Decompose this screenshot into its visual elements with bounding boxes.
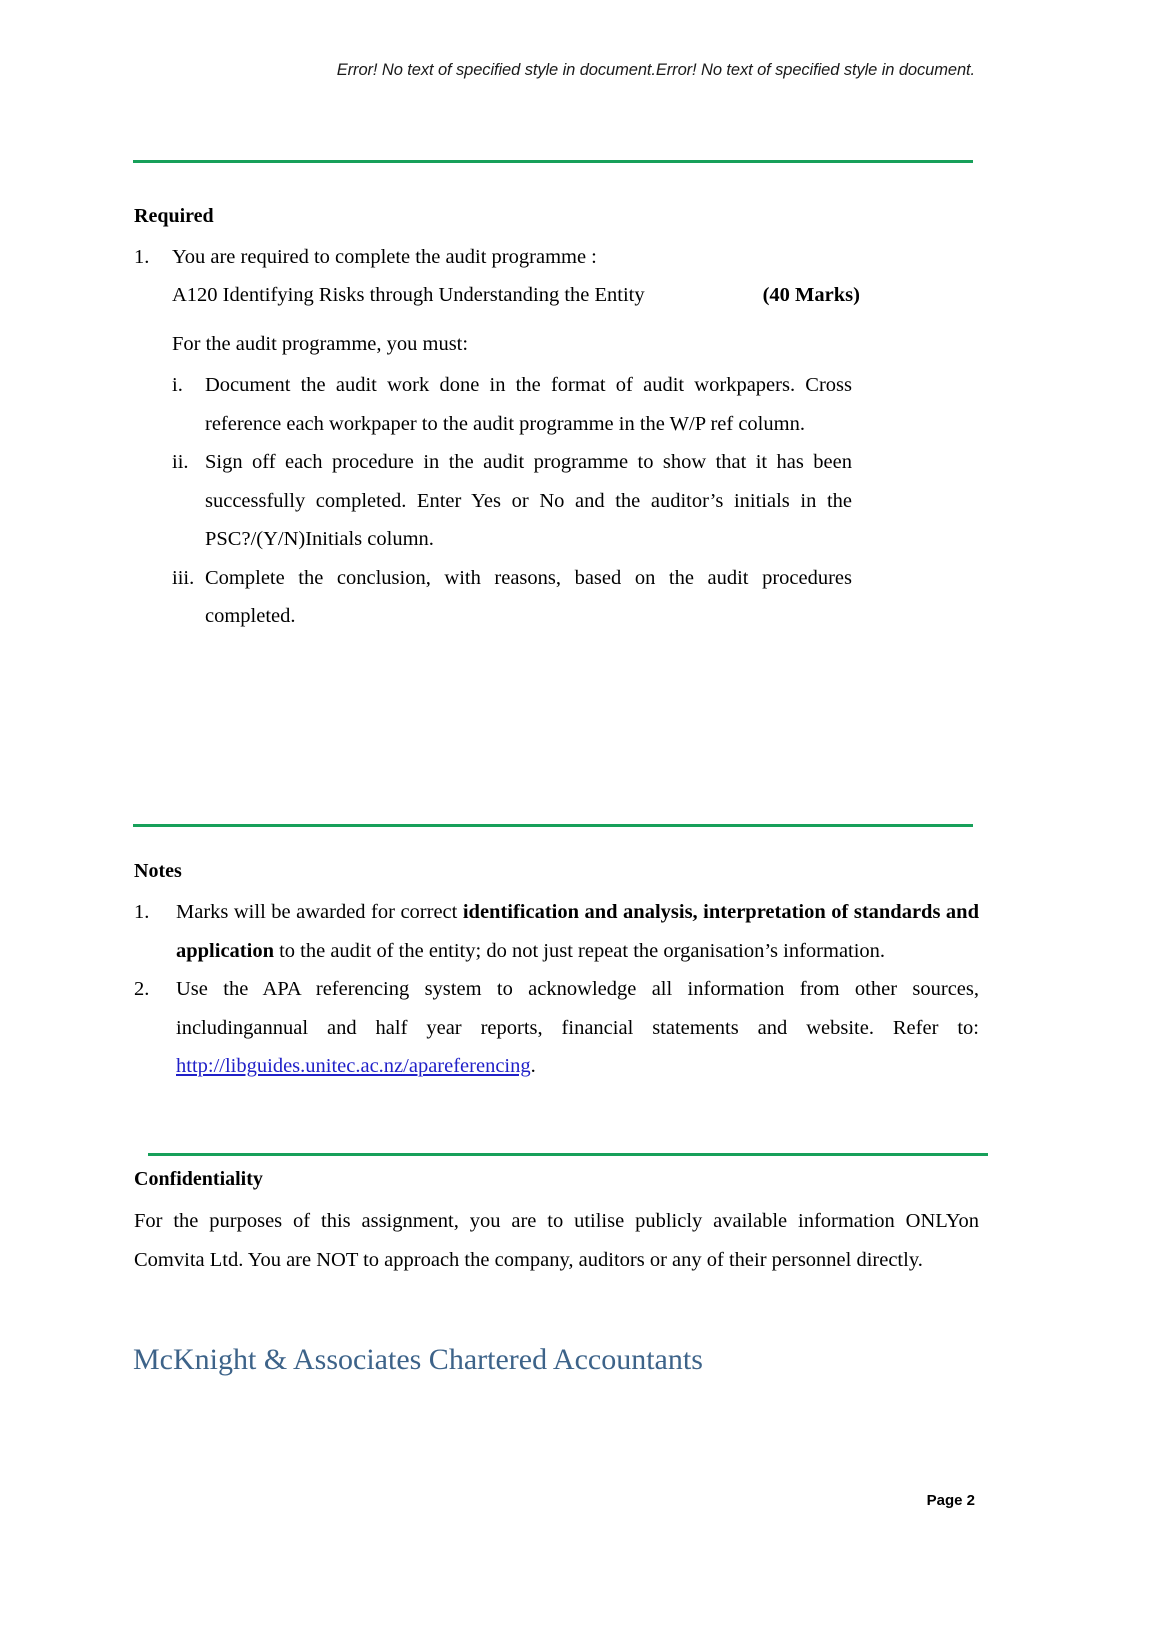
confidentiality-text: For the purposes of this assignment, you are to utilise publicly available information ONLYon Comvita Ltd. You are NOT to approach the company, auditors or any of their personnel directly. [134,1210,979,1271]
firm-name-heading: McKnight & Associates Chartered Accountants [133,1343,703,1376]
note-marker-2: 2. [134,978,150,1000]
required-item-text: You are required to complete the audit programme : [172,246,597,268]
required-sub-list [172,366,852,636]
programme-title: A120 Identifying Risks through Understanding the Entity [172,284,645,306]
roman-marker-ii: ii. [172,451,189,473]
sub-item-text-iii: Complete the conclusion, with reasons, based on the audit procedures completed. [205,566,852,627]
green-divider-bottom [148,1153,988,1156]
notes-heading: Notes [134,860,182,882]
sub-item-text-ii: Sign off each procedure in the audit programme to show that it has been successfully completed. Enter Yes or No and the auditor’s initials in the PSC?/(Y/N)Initials column. [205,451,852,550]
sub-list-item-iii [172,559,852,636]
audit-programme-intro: For the audit programme, you must: [172,333,469,355]
green-divider-top [133,160,973,163]
roman-marker-iii: iii. [172,566,195,589]
sub-list-item-ii [172,443,852,559]
required-list-item-1 [134,238,979,276]
list-marker: 1. [134,246,150,268]
marks-value: (40 Marks) [762,284,860,306]
page-number-footer: Page 2 [926,1492,975,1509]
sub-item-text-i: Document the audit work done in the format of audit workpapers. Cross reference each workpaper to the audit programme in the W/P ref column. [205,374,852,435]
confidentiality-section [134,1166,979,1279]
programme-title-row [172,276,979,314]
notes-section [134,858,979,1086]
confidentiality-heading: Confidentiality [134,1168,263,1190]
roman-marker-i: i. [172,374,183,396]
note-text-2 [176,970,979,1086]
note-text-1-part2: to the audit of the entity; do not just repeat the organisation’s information. [273,939,886,962]
required-section [134,203,979,636]
note-marker-1: 1. [134,901,150,923]
required-heading: Required [134,205,214,227]
note-text-1 [176,893,979,970]
apa-referencing-link[interactable]: http://libguides.unitec.ac.nz/apareferencing [176,1055,531,1077]
notes-list-item-1 [134,893,979,970]
document-header-error-text: Error! No text of specified style in document.Error! No text of specified style in document. [336,61,975,79]
notes-list [134,893,979,1086]
sub-list-item-i [172,366,852,443]
note-text-2-part2: . [530,1055,536,1077]
note-text-1-part1: Marks will be awarded for correct [176,901,463,923]
green-divider-middle [133,824,973,827]
notes-list-item-2 [134,970,979,1086]
note-text-1-emphasis: identification and analysis, interpretation of standards and application [176,901,979,962]
note-text-2-part1: Use the APA referencing system to acknowledge all information from other sources, includingannual and half year reports, financial statements and website. Refer to: [176,978,979,1039]
